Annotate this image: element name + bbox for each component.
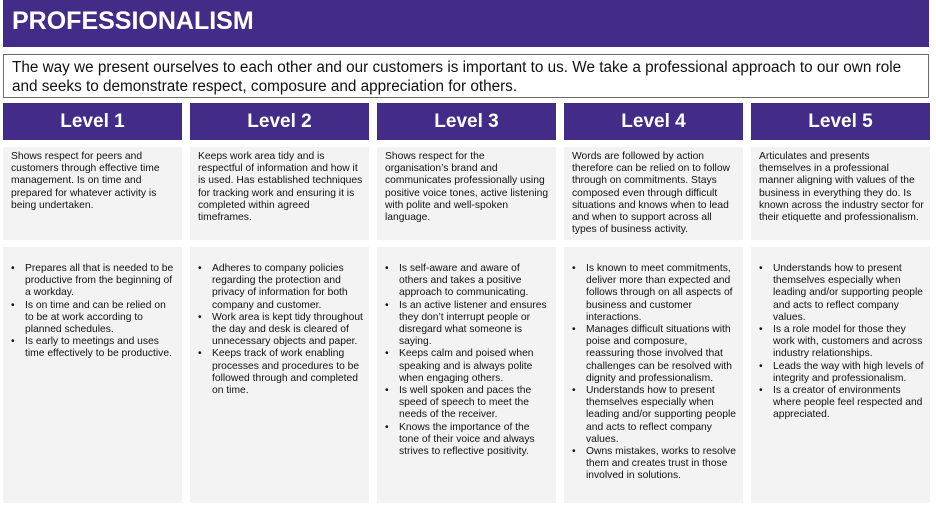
list-item xyxy=(11,263,176,300)
bullet-icon: • xyxy=(572,446,576,458)
behaviour-list xyxy=(198,263,363,397)
level-3-header: Level 3 xyxy=(377,103,556,140)
bullet-icon: • xyxy=(385,421,389,433)
list-item xyxy=(572,263,737,324)
bullet-icon: • xyxy=(11,263,15,274)
list-item xyxy=(198,312,363,349)
list-item-text: Is known to meet commitments, deliver more than expected and follows through on all aspects of business and customer interactions. xyxy=(586,263,733,323)
list-item xyxy=(385,300,550,349)
list-item xyxy=(572,324,737,385)
bullet-icon: • xyxy=(385,385,389,397)
bullet-icon: • xyxy=(385,263,389,274)
level-3-description: Shows respect for the organisation’s brand and communicates professionally using positive voice tones, active listening with polite and well-spoken language. xyxy=(377,147,556,240)
level-1-description: Shows respect for peers and customers through effective time management. Is on time and prepared for whatever activity is being undertaken. xyxy=(3,147,182,240)
page-title: PROFESSIONALISM xyxy=(12,7,254,35)
list-item-text: Is a creator of environments where people feel respected and appreciated. xyxy=(773,385,923,421)
bullet-icon: • xyxy=(198,263,202,274)
list-item-text: Keeps track of work enabling processes and procedures to be followed through and completed on time. xyxy=(212,348,360,397)
list-item xyxy=(759,324,924,361)
bullet-icon: • xyxy=(198,348,202,360)
level-1-header: Level 1 xyxy=(3,103,182,140)
list-item xyxy=(385,422,550,459)
list-item xyxy=(759,385,924,422)
title-bar xyxy=(3,0,929,47)
level-5-description: Articulates and presents themselves in a professional manner aligning with values of the business in everything they do. Is known across the industry sector for their etiquette and professionalism. xyxy=(751,147,930,240)
list-item-text: Knows the importance of the tone of their voice and always strives to reflective positivity. xyxy=(399,421,535,458)
list-item-text: Manages difficult situations with poise and composure, reassuring those involved that challenges can be resolved with dignity and professionalism. xyxy=(586,324,732,384)
list-item-text: Adheres to company policies regarding the protection and privacy of information for both company and customer. xyxy=(212,263,348,311)
bullet-icon: • xyxy=(385,348,389,360)
list-item xyxy=(572,446,737,483)
list-item-text: Prepares all that is needed to be productive from the beginning of a workday. xyxy=(25,263,174,299)
behaviour-list xyxy=(572,263,737,483)
list-item-text: Is on time and can be relied on to be at work according to planned schedules. xyxy=(25,299,166,336)
list-item-text: Understands how to present themselves especially when leading and/or supporting people and acts to reflect company values. xyxy=(586,385,736,445)
bullet-icon: • xyxy=(572,385,576,397)
level-2-description: Keeps work area tidy and is respectful of information and how it is used. Has established techniques for tracking work and ensuring it is completed within agreed timeframes. xyxy=(190,147,369,240)
bullet-icon: • xyxy=(198,311,202,323)
level-3-behaviours xyxy=(377,247,556,503)
list-item-text: Is self-aware and aware of others and takes a positive approach to communicating. xyxy=(399,263,529,299)
bullet-icon: • xyxy=(385,299,389,311)
list-item xyxy=(11,336,176,360)
list-item-text: Understands how to present themselves especially when leading and/or supporting people and acts to reflect company values. xyxy=(773,263,923,323)
list-item-text: Leads the way with high levels of integrity and professionalism. xyxy=(773,360,924,384)
list-item-text: Is an active listener and ensures they don’t interrupt people or disregard what someone is saying. xyxy=(399,299,547,348)
list-item xyxy=(759,361,924,385)
list-item-text: Owns mistakes, works to resolve them and creates trust in those involved in solutions. xyxy=(586,446,736,482)
level-5-header: Level 5 xyxy=(751,103,930,140)
level-5-behaviours xyxy=(751,247,930,503)
bullet-icon: • xyxy=(759,385,763,397)
list-item xyxy=(385,263,550,300)
list-item xyxy=(385,348,550,385)
list-item xyxy=(198,348,363,397)
level-2-behaviours xyxy=(190,247,369,503)
level-4-behaviours xyxy=(564,247,743,503)
bullet-icon: • xyxy=(759,263,763,274)
list-item-text: Keeps calm and poised when speaking and is always polite when engaging others. xyxy=(399,348,534,384)
intro-statement: The way we present ourselves to each other and our customers is important to us. We take a professional approach to our own role and seeks to demonstrate respect, composure and appreciation for others. xyxy=(3,54,929,98)
bullet-icon: • xyxy=(759,360,763,372)
behaviour-list xyxy=(11,263,176,361)
bullet-icon: • xyxy=(11,299,15,311)
list-item xyxy=(385,385,550,422)
behaviour-list xyxy=(759,263,924,422)
bullet-icon: • xyxy=(11,336,15,348)
bullet-icon: • xyxy=(572,263,576,274)
list-item xyxy=(572,385,737,446)
list-item xyxy=(11,300,176,337)
level-4-header: Level 4 xyxy=(564,103,743,140)
bullet-icon: • xyxy=(759,324,763,336)
behaviour-list xyxy=(385,263,550,458)
level-1-behaviours xyxy=(3,247,182,503)
level-4-description: Words are followed by action therefore can be relied on to follow through on commitments. Stays composed even through difficult situations and knows when to lead and when to support across all types of business activity. xyxy=(564,147,743,240)
list-item-text: Is a role model for those they work with, customers and across industry relationships. xyxy=(773,324,923,360)
list-item-text: Is early to meetings and uses time effectively to be productive. xyxy=(25,336,172,360)
list-item xyxy=(759,263,924,324)
list-item-text: Is well spoken and paces the speed of speech to meet the needs of the receiver. xyxy=(399,385,532,421)
list-item xyxy=(198,263,363,312)
list-item-text: Work area is kept tidy throughout the day and desk is cleared of unnecessary objects and paper. xyxy=(212,311,363,348)
bullet-icon: • xyxy=(572,324,576,336)
level-2-header: Level 2 xyxy=(190,103,369,140)
